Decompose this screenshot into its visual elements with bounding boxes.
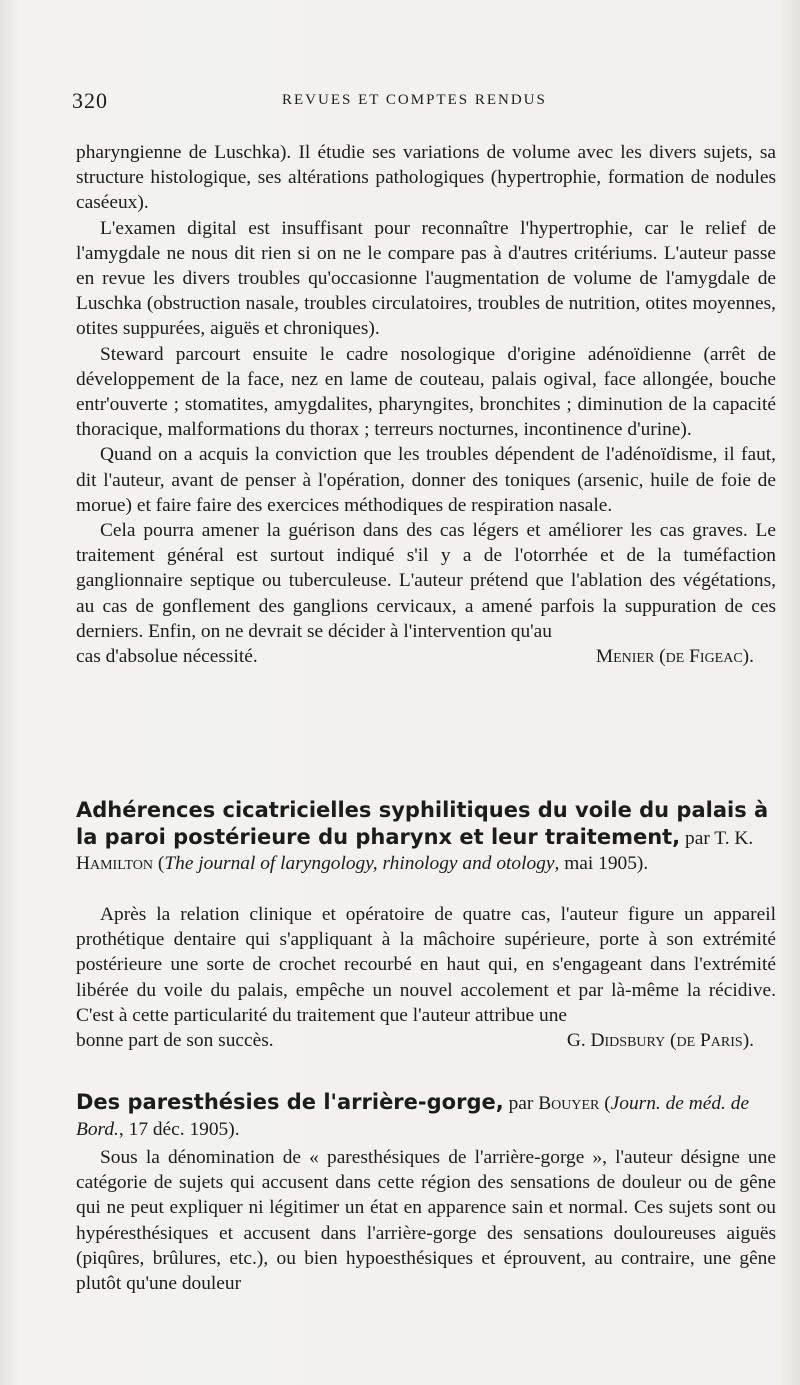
signature-line [76,1028,776,1053]
article-heading: Des paresthésies de l'arrière-gorge, par Bouyer (Journ. de méd. de Bord., 17 déc. 1905). [76,1090,750,1140]
paragraph: Quand on a acquis la conviction que les troubles dépendent de l'adénoïdisme, il faut, dit l'auteur, avant de penser à l'opération, donner des toniques (arsenic, huile de foie de morue) et faire faire des exercices méthodiques de respiration nasale. [76,444,776,516]
paragraph: pharyngienne de Luschka). Il étudie ses variations de volume avec les divers sujets, sa structure histologique, ses altérations pathologiques (hypertrophie, formation de nodules caséeux). [76,142,776,214]
article-author: Hamilton [76,853,154,874]
article-title: Des paresthésies de l'arrière-gorge, [76,1090,504,1114]
article-title: Adhérences cicatricielles syphilitiques du voile du palais à la paroi postérieure du pharynx et leur traitement, [76,798,769,849]
page-number: 320 [72,88,108,113]
article-author: Bouyer [538,1093,600,1114]
article-heading: Adhérences cicatricielles syphilitiques du voile du palais à la paroi postérieure du pharynx et leur traitement, par T. K. Hamilton (The journal of laryngology, rhinology and otology, mai 1905). [76,798,769,874]
paragraph-end: cas d'absolue nécessité. [76,646,258,668]
journal-name: The journal of laryngology, rhinology and otology [164,853,555,874]
author-prefix: par T. K. [685,827,754,849]
signature-line [76,644,776,669]
author-prefix: par [508,1093,534,1114]
running-head: REVUES ET COMPTES RENDUS [282,92,547,108]
article-body [76,1145,776,1296]
review-continuation [76,140,776,669]
article-body [76,902,776,1053]
reviewer-signature: Menier (de Figeac). [595,646,754,668]
paragraph: L'examen digital est insuffisant pour reconnaître l'hypertrophie, car le relief de l'amygdale ne nous dit rien si on ne le compare pas à d'autres critériums. L'auteur passe en revue les divers troubles qu'occasionne l'augmentation de volume de l'amygdale de Luschka (obstruction nasale, troubles circulatoires, troubles de nutrition, otites moyennes, otites suppurées, aiguës et chroniques). [76,217,776,340]
publication-date: , mai 1905). [554,853,649,874]
journal-name: Journ. de méd. de Bord. [76,1093,750,1140]
paragraph: Steward parcourt ensuite le cadre nosologique d'origine adénoïdienne (arrêt de développement de la face, nez en lame de couteau, palais ogival, face allongée, bouche entr'ouverte ; stomatites, amygdalites, pharyngites, bronchites ; diminution de la capacité thoracique, malformations du thorax ; terreurs nocturnes, incontinence d'urine). [76,343,776,441]
paragraph-end: bonne part de son succès. [76,1030,274,1052]
paragraph: Sous la dénomination de « paresthésiques de l'arrière-gorge », l'auteur désigne une catégorie de sujets qui accusent dans cette région des sensations de douleur ou de gêne qui ne peut expliquer ni légitimer un état en apparence sain et normal. Ces sujets sont ou hypéresthésiques et accusent dans l'arrière-gorge des sensations douloureuses aiguës (piqûres, brûlures, etc.), ou bien hypoesthésiques et éprouvent, au contraire, une gêne plutôt qu'une douleur [76,1147,776,1295]
reviewer-signature: G. Didsbury (de Paris). [566,1030,754,1052]
page-header [72,88,770,122]
paragraph: Après la relation clinique et opératoire de quatre cas, l'auteur figure un appareil prothétique dentaire qui s'appliquant à la mâchoire supérieure, porte à son extrémité postérieure une sorte de crochet recourbé en haut qui, en s'engageant dans l'extrémité libérée du voile du palais, empêche un nouvel accolement et par là-même la récidive. C'est à cette particularité du traitement que l'auteur attribue une [76,904,776,1026]
paragraph: Cela pourra amener la guérison dans des cas légers et améliorer les cas graves. Le traitement général est surtout indiqué s'il y a de l'otorrhée et de la tuméfaction ganglionnaire septique ou tuberculeuse. L'auteur prétend que l'ablation des végétations, au cas de gonflement des ganglions cervicaux, a amené parfois la suppuration de ces derniers. Enfin, on ne devrait se décider à l'intervention qu'au [76,520,776,642]
publication-date: , 17 déc. 1905). [118,1118,240,1140]
